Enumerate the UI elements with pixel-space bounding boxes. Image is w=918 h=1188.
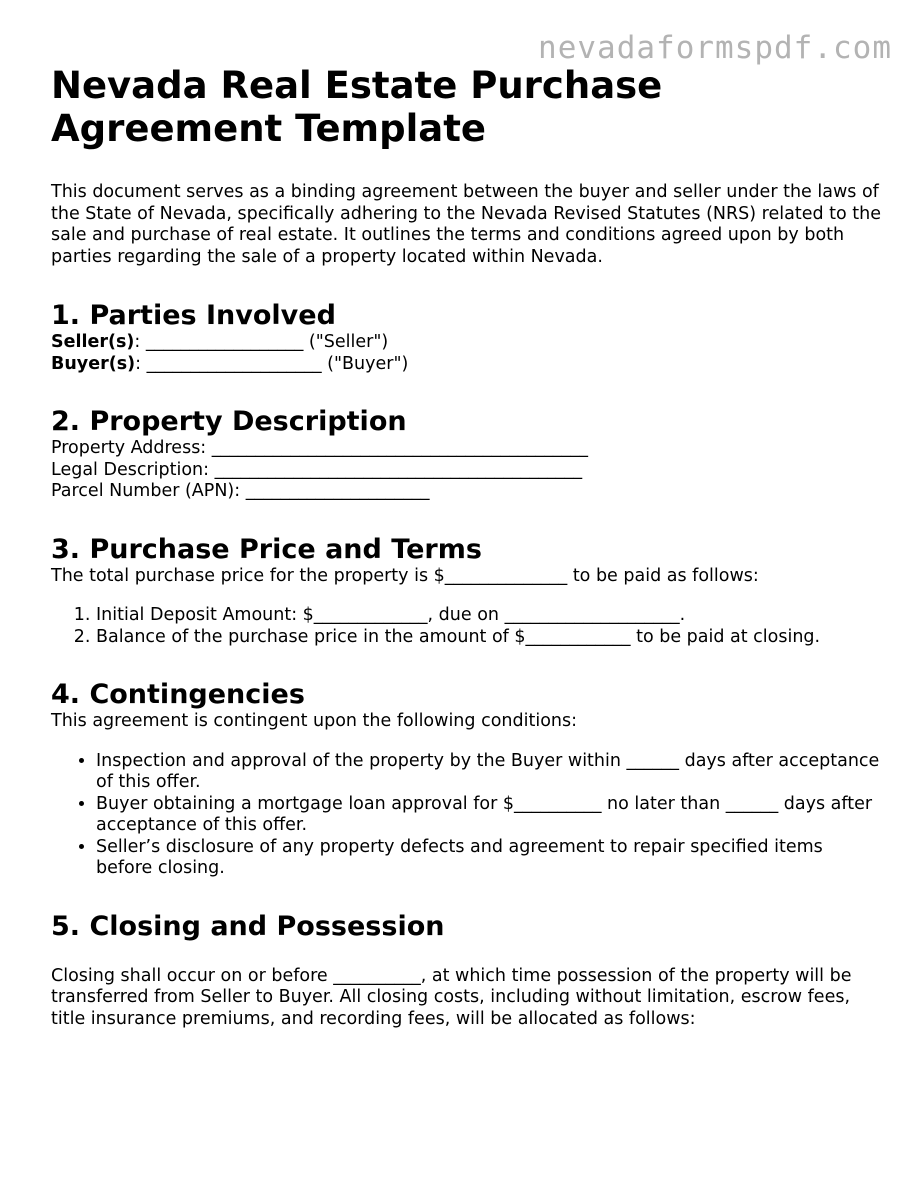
seller-line: [51, 332, 881, 354]
section-heading-closing: 5. Closing and Possession: [51, 910, 445, 942]
buyer-label: Buyer(s): [51, 353, 136, 374]
contingencies-list: [51, 751, 881, 880]
buyer-blank: : ____________________ ("Buyer"): [135, 353, 409, 374]
contingencies-intro: This agreement is contingent upon the following conditions:: [51, 711, 577, 731]
list-item: • Seller’s disclosure of any property defects and agreement to repair specified items before closing.: [96, 837, 881, 880]
seller-label: Seller(s): [51, 332, 135, 352]
closing-paragraph: Closing shall occur on or before __________, at which time possession of the property will be transferred from Seller to Buyer. All closing costs, including without limitation, escrow fees, title insurance premiums, and recording fees, will be allocated as follows:: [51, 965, 852, 1029]
buyer-line: [51, 354, 881, 376]
document-body: [51, 64, 881, 1030]
intro-paragraph: This document serves as a binding agreement between the buyer and seller under the laws of the State of Nevada, specifically adhering to the Nevada Revised Statutes (NRS) related to the sale and purchase of real estate. It outlines the terms and conditions agreed upon by both parties regarding the sale of a property located within Nevada.: [51, 182, 881, 267]
purchase-price-line: The total purchase price for the property is $______________ to be paid as follows:: [51, 565, 759, 586]
section-heading-price: 3. Purchase Price and Terms: [51, 533, 482, 565]
parcel-number-line: Parcel Number (APN): _____________________: [51, 481, 430, 501]
section-heading-parties: 1. Parties Involved: [51, 300, 336, 331]
list-item: 2. Balance of the purchase price in the amount of $____________ to be paid at closing.: [96, 627, 881, 649]
list-item: 1. Initial Deposit Amount: $_____________, due on ____________________.: [96, 605, 881, 627]
list-item: • Inspection and approval of the property by the Buyer within ______ days after acceptance of this offer.: [96, 751, 881, 794]
seller-blank: : __________________ ("Seller"): [134, 332, 389, 352]
watermark: nevadaformspdf.com: [538, 30, 892, 66]
legal-description-line: Legal Description: __________________________________________: [51, 459, 583, 480]
list-item: • Buyer obtaining a mortgage loan approval for $__________ no later than ______ days after acceptance of this offer.: [96, 794, 881, 837]
section-heading-contingencies: 4. Contingencies: [51, 679, 305, 710]
property-address-line: Property Address: ___________________________________________: [51, 438, 589, 458]
section-heading-property: 2. Property Description: [51, 406, 407, 437]
document-title: Nevada Real Estate Purchase Agreement Template: [51, 64, 663, 150]
payment-list: [51, 605, 881, 648]
